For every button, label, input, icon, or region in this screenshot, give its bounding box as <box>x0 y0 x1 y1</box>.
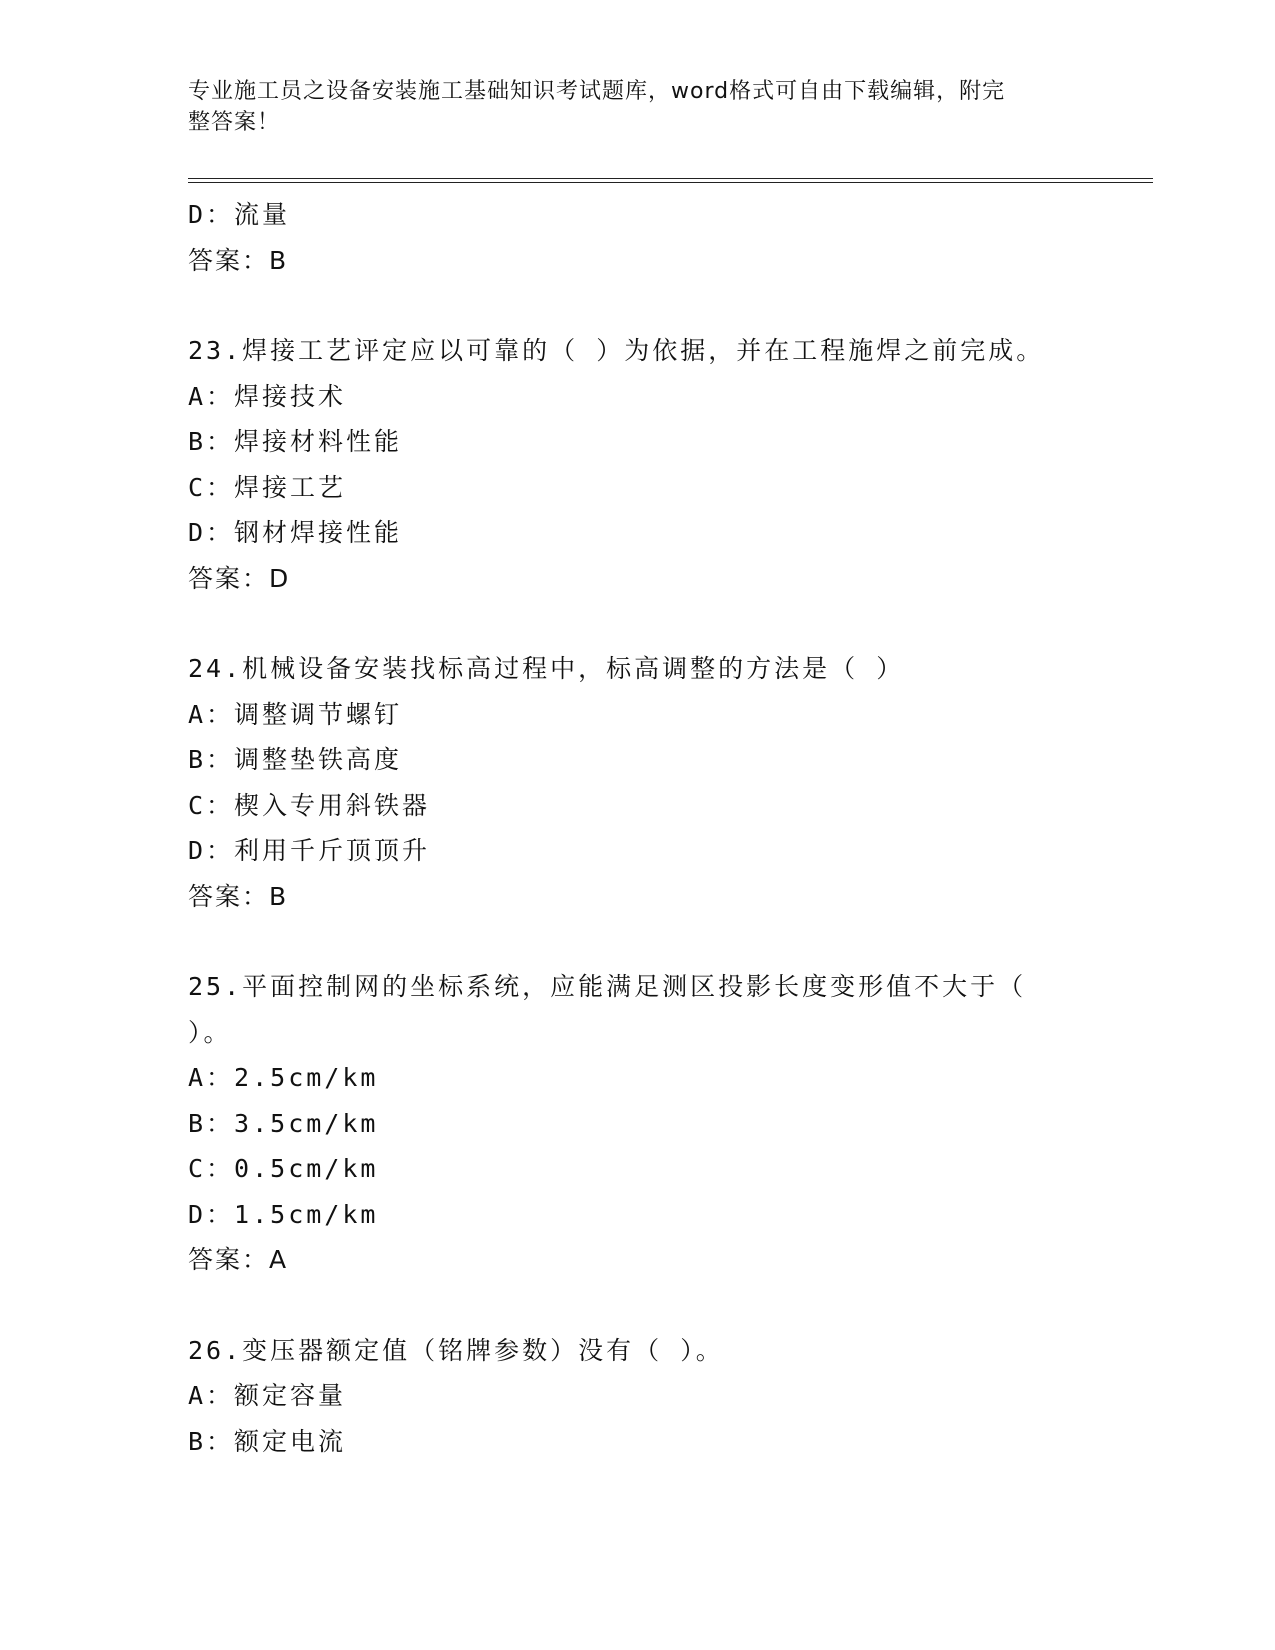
question-stem: 26.变压器额定值（铭牌参数）没有（ ）。 <box>188 1335 724 1365</box>
option-c: C：焊接工艺 <box>188 472 347 502</box>
header-divider-top <box>188 178 1153 179</box>
option-c: C：0.5cm/km <box>188 1154 379 1183</box>
question-23 <box>188 328 1108 601</box>
answer-line: 答案：B <box>188 881 289 911</box>
question-content <box>188 192 1108 1464</box>
option-b: B：额定电流 <box>188 1426 347 1456</box>
question-stem-line-2: ）。 <box>188 1017 232 1047</box>
answer-line: 答案：D <box>188 563 291 593</box>
option-c: C：楔入专用斜铁器 <box>188 790 431 820</box>
option-d: D：钢材焊接性能 <box>188 518 403 547</box>
answer-line: 答案：B <box>188 245 289 275</box>
question-stem-line-1: 25.平面控制网的坐标系统，应能满足测区投影长度变形值不大于（ <box>188 972 1027 1001</box>
option-a: A：2.5cm/km <box>188 1063 379 1092</box>
option-b: B：焊接材料性能 <box>188 427 403 456</box>
header-line-1: 专业施工员之设备安装施工基础知识考试题库，word格式可自由下载编辑，附完 <box>188 79 1006 104</box>
previous-question-tail <box>188 192 1108 283</box>
header-line-2: 整答案！ <box>188 110 281 135</box>
option-d: D：流量 <box>188 200 291 229</box>
option-b: B：调整垫铁高度 <box>188 745 403 774</box>
question-26 <box>188 1328 1108 1465</box>
option-d: D：1.5cm/km <box>188 1199 379 1229</box>
question-stem: 23.焊接工艺评定应以可靠的（ ）为依据，并在工程施焊之前完成。 <box>188 336 1045 365</box>
header-divider-bottom <box>188 182 1153 183</box>
option-a: A：调整调节螺钉 <box>188 699 403 729</box>
option-a: A：焊接技术 <box>188 381 347 411</box>
question-stem: 24.机械设备安装找标高过程中，标高调整的方法是（ ） <box>188 654 905 683</box>
option-a: A：额定容量 <box>188 1381 347 1410</box>
page-header <box>188 76 1068 138</box>
option-b: B：3.5cm/km <box>188 1108 379 1138</box>
option-d: D：利用千斤顶顶升 <box>188 836 431 865</box>
question-24 <box>188 646 1108 919</box>
question-25 <box>188 964 1108 1283</box>
answer-line: 答案：A <box>188 1245 289 1274</box>
